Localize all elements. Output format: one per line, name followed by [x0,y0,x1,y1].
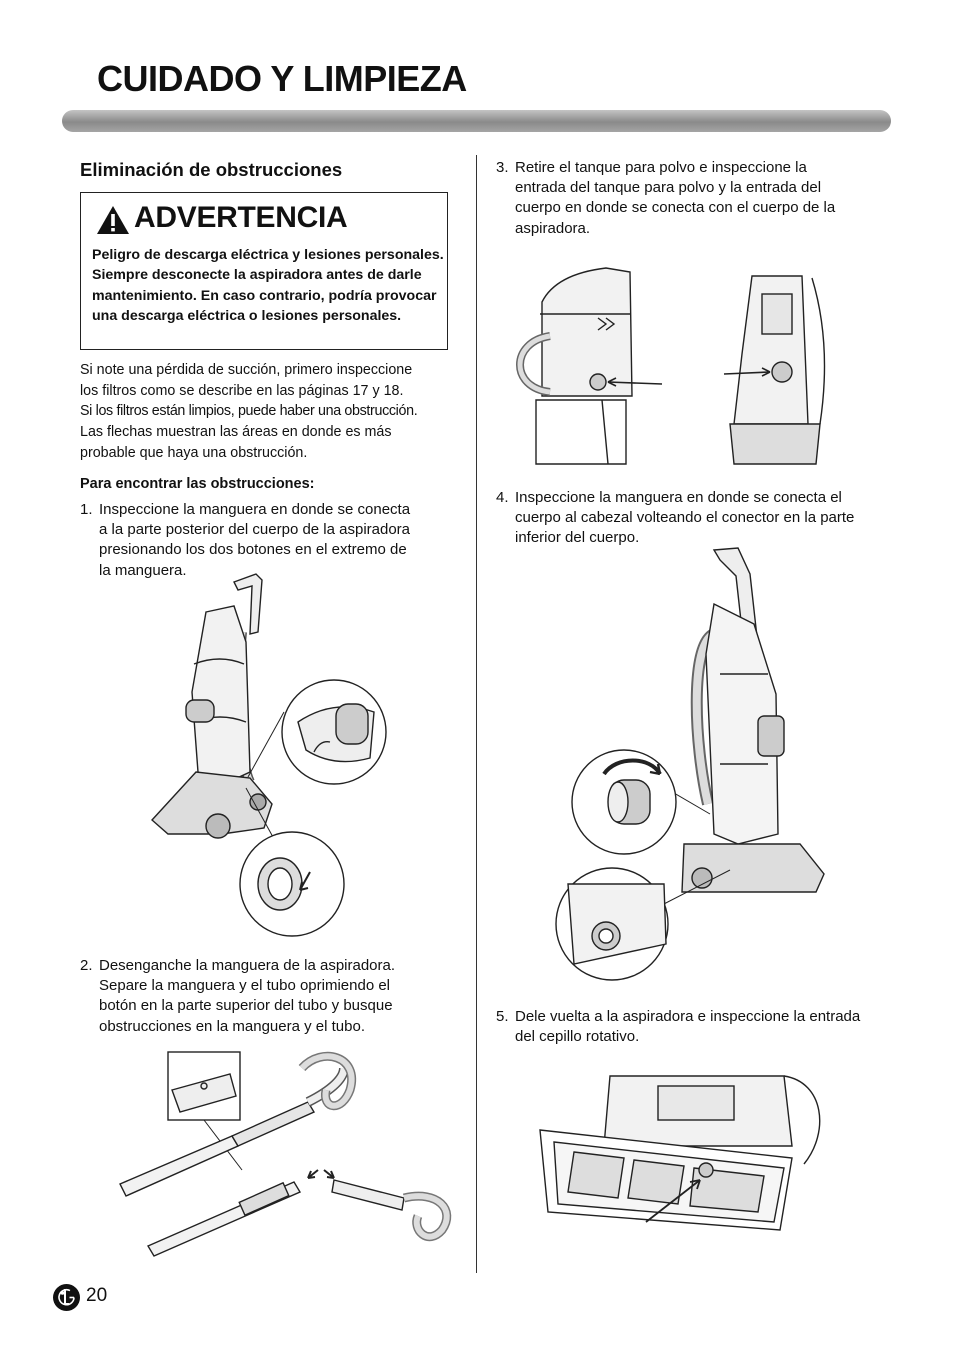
step-number: 3. [496,159,509,176]
illustration-vacuum-hose-rear [138,572,390,944]
illustration-hose-head-connector [554,544,828,984]
intro-line: Si los filtros están limpios, puede haber una obstrucción. [80,403,418,420]
intro-line: Si note una pérdida de succión, primero inspeccione [80,362,413,378]
lg-logo-icon [53,1284,80,1311]
intro-line: probable que haya una obstrucción. [80,444,308,461]
step-line: a la parte posterior del cuerpo de la aspiradora [99,521,411,539]
step-text [99,500,410,581]
step-line: Separe la manguera y el tubo oprimiendo el [99,977,391,995]
warning-triangle-icon [96,205,130,235]
step-number: 4. [496,489,509,506]
warning-text: Peligro de descarga eléctrica y lesiones personales. Siempre desconecte la aspiradora antes de darle mantenimiento. En caso contrario, podría provocar una descarga eléctrica o lesiones personales. [92,247,444,324]
step-line: la manguera. [99,561,187,579]
warning-box [80,192,448,350]
step-line: inferior del cuerpo. [515,529,640,547]
step-line: Inspeccione la manguera en donde se conecta [99,501,411,518]
step-5 [496,1007,906,1057]
step-line: presionando los dos botones en el extremo de [99,541,407,559]
step-line: Inspeccione la manguera en donde se conecta el [515,489,842,506]
step-line: botón en la parte superior del tubo y busque [99,997,393,1015]
step-text [99,956,395,1037]
step-line: entrada del tanque para polvo y la entrada del [515,179,822,197]
illustration-dust-tank-inlet [516,264,828,470]
intro-line: Las flechas muestran las áreas en donde es más [80,424,392,441]
page-title: CUIDADO Y LIMPIEZA [97,58,467,99]
illustration-hose-wand-separation [112,1050,460,1264]
page-number: 20 [86,1285,108,1306]
step-2 [80,956,440,1046]
step-number: 5. [496,1008,509,1025]
column-divider [476,155,477,1273]
section-title: Eliminación de obstrucciones [80,159,343,180]
warning-title: ADVERTENCIA [134,201,348,234]
step-3 [496,158,886,248]
step-line: obstrucciones en la manguera y el tubo. [99,1017,365,1035]
step-text [515,1007,860,1047]
step-number: 2. [80,957,93,974]
find-obstructions-heading: Para encontrar las obstrucciones: [80,476,315,492]
intro-line: los filtros como se describe en las páginas 17 y 18. [80,382,404,399]
step-line: del cepillo rotativo. [515,1028,640,1046]
title-bar [62,110,891,132]
step-line: Desenganche la manguera de la aspiradora. [99,957,396,974]
step-line: Dele vuelta a la aspiradora e inspeccione la entrada [515,1008,861,1025]
intro-paragraph [80,360,465,464]
illustration-brushroll-inlet [534,1072,838,1254]
step-line: cuerpo en donde se conecta con el cuerpo de la [515,199,836,217]
step-line: aspiradora. [515,219,591,237]
step-text [515,488,854,549]
step-line: cuerpo al cabezal volteando el conector en la parte [515,509,855,527]
step-number: 1. [80,501,93,518]
step-line: Retire el tanque para polvo e inspeccione la [515,159,807,176]
step-text [515,158,835,239]
